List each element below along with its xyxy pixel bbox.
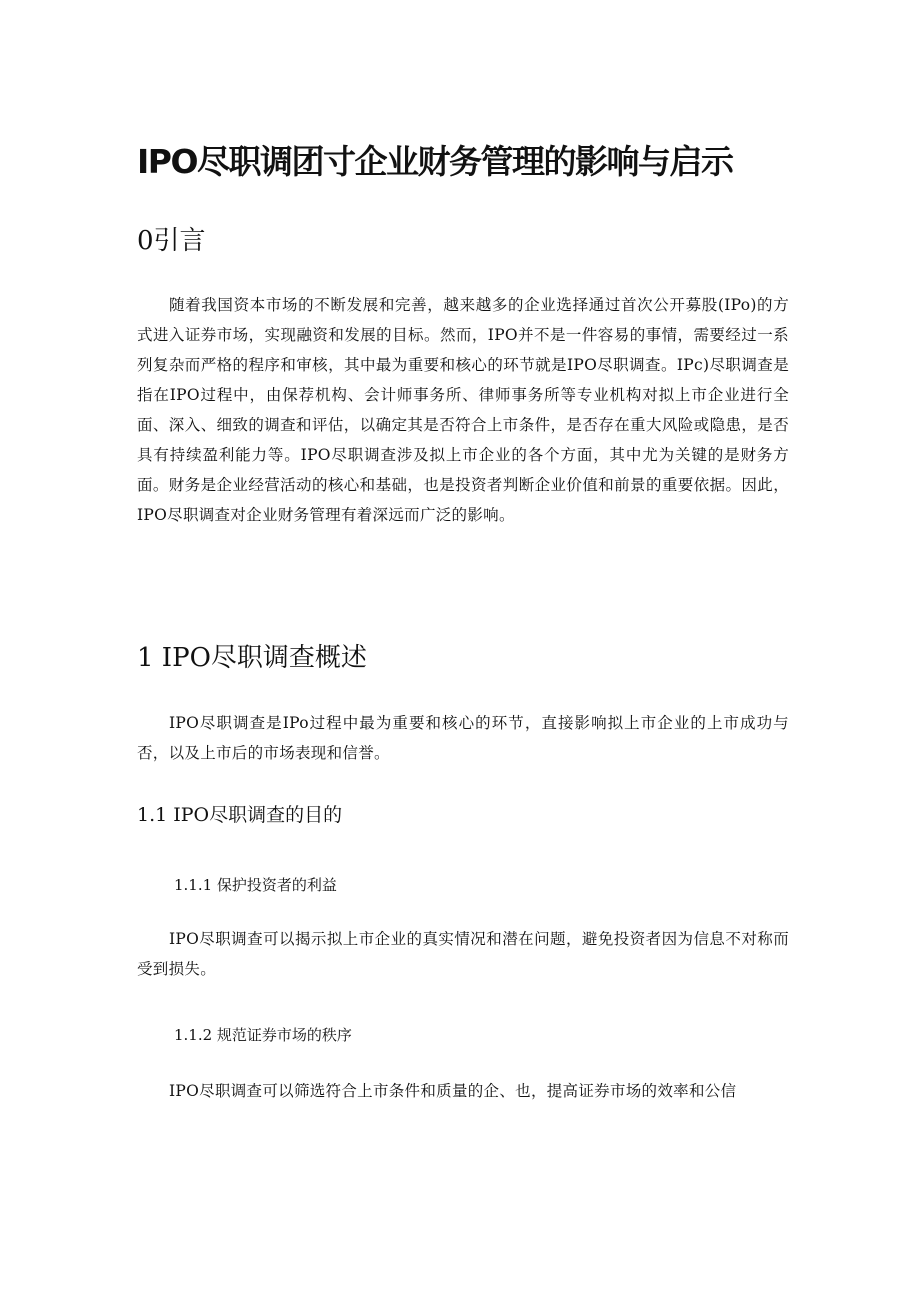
section-1-1-2-paragraph: IPO尽职调查可以筛选符合上市条件和质量的企、也，提高证券市场的效率和公信	[169, 1082, 737, 1100]
document-title: IPO尽职调团寸企业财务管理的影响与启示	[137, 142, 733, 181]
intro-heading: 0引言	[137, 226, 206, 256]
section-1-paragraph: IPO尽职调查是IPo过程中最为重要和核心的环节，直接影响拟上市企业的上市成功与否，以及上市后的市场表现和信誉。	[137, 714, 789, 762]
section-1-1-heading: 1.1 IPO尽职调查的目的	[137, 804, 343, 826]
section-1-heading: 1 IPO尽职调查概述	[137, 643, 367, 673]
section-1-1-1-heading: 1.1.1 保护投资者的利益	[174, 876, 337, 894]
section-1-1-1-paragraph: IPO尽职调查可以揭示拟上市企业的真实情况和潜在问题，避免投资者因为信息不对称而受到损失。	[137, 930, 789, 978]
section-1-1-2-heading: 1.1.2 规范证券市场的秩序	[174, 1026, 352, 1044]
intro-paragraph: 随着我国资本市场的不断发展和完善，越来越多的企业选择通过首次公开募股(IPo)的方式进入证券市场，实现融资和发展的目标。然而，IPO并不是一件容易的事情，需要经过一系列复杂而严格的程序和审核，其中最为重要和核心的环节就是IPO尽职调查。IPc)尽职调查是指在IPO过程中，由保荐机构、会计师事务所、律师事务所等专业机构对拟上市企业进行全面、深入、细致的调查和评估，以确定其是否符合上市条件，是否存在重大风险或隐患，是否具有持续盈利能力等。IPO尽职调查涉及拟上市企业的各个方面，其中尤为关键的是财务方面。财务是企业经营活动的核心和基础，也是投资者判断企业价值和前景的重要依据。因此，IPO尽职调查对企业财务管理有着深远而广泛的影响。	[137, 296, 789, 524]
